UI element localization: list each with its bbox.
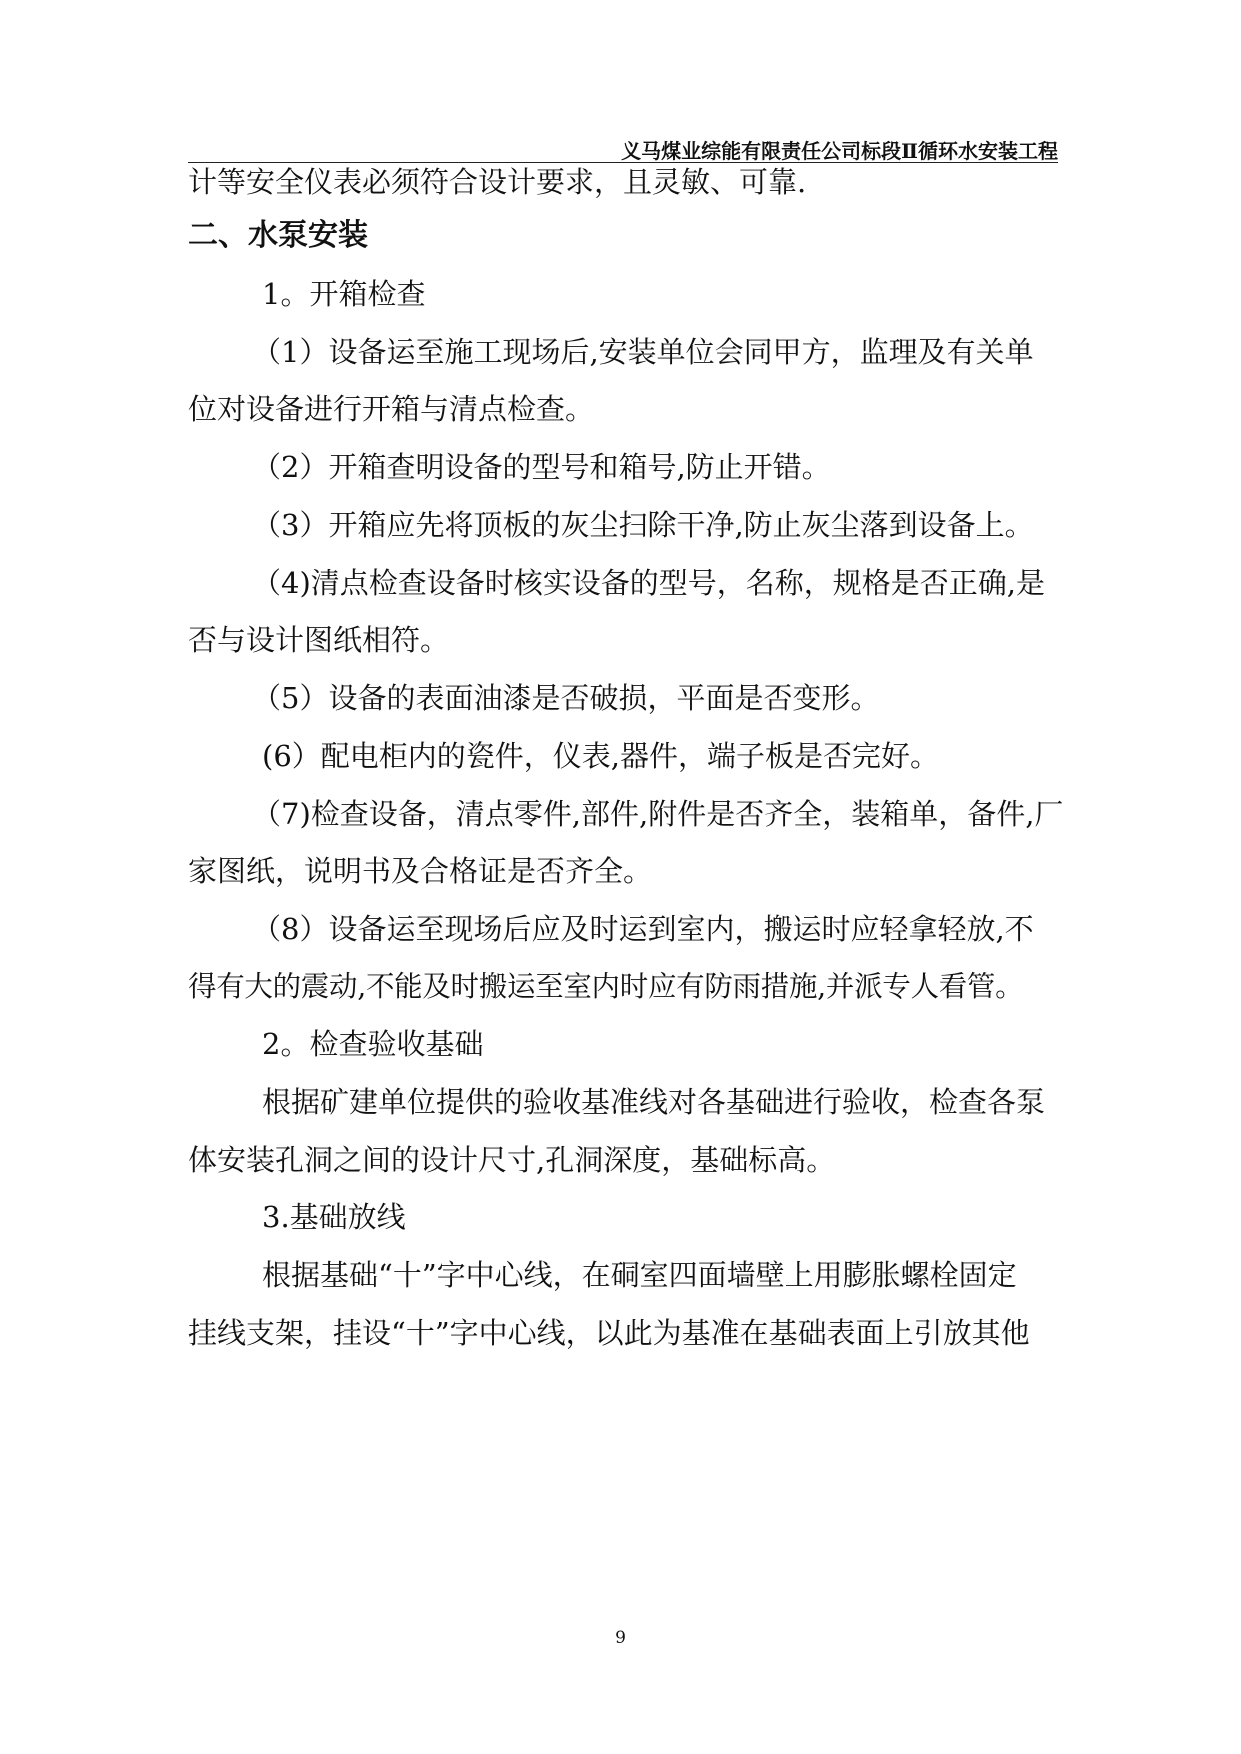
item1-title: 1。开箱检查 [262,277,426,311]
paragraph-9-line-2: 体安装孔洞之间的设计尺寸,孔洞深度，基础标高。 [188,1143,836,1177]
paragraph-7-line-2: 家图纸，说明书及合格证是否齐全。 [188,854,653,888]
paragraph-10-line-1: 根据基础“十”字中心线，在硐室四面墙壁上用膨胀螺栓固定 [262,1258,1017,1292]
page-number: 9 [615,1628,626,1648]
page-header [188,132,1058,163]
paragraph-5: （5）设备的表面油漆是否破损，平面是否变形。 [252,681,880,715]
paragraph-4-line-1: （4)清点检查设备时核实设备的型号，名称，规格是否正确,是 [252,566,1045,600]
paragraph-6: (6）配电柜内的瓷件，仪表,器件，端子板是否完好。 [262,739,939,773]
paragraph-1-line-2: 位对设备进行开箱与清点检查。 [188,392,595,426]
item2-title: 2。检查验收基础 [262,1027,484,1061]
paragraph-10-line-2: 挂线支架，挂设“十”字中心线，以此为基准在基础表面上引放其他 [188,1316,1030,1350]
paragraph-2: （2）开箱查明设备的型号和箱号,防止开错。 [252,450,831,484]
paragraph-1-line-1: （1）设备运至施工现场后,安装单位会同甲方，监理及有关单 [252,335,1034,369]
paragraph-7-line-1: （7)检查设备，清点零件,部件,附件是否齐全，装箱单，备件,厂 [252,797,1064,831]
item3-title: 3.基础放线 [262,1200,406,1234]
paragraph-8-line-1: （8）设备运至现场后应及时运到室内，搬运时应轻拿轻放,不 [252,912,1034,946]
paragraph-3: （3）开箱应先将顶板的灰尘扫除干净,防止灰尘落到设备上。 [252,508,1034,542]
section-heading: 二、水泵安装 [188,218,368,253]
paragraph-8-line-2: 得有大的震动,不能及时搬运至室内时应有防雨措施,并派专人看管。 [188,970,1024,1003]
intro-line: 计等安全仪表必须符合设计要求，且灵敏、可靠. [188,165,807,199]
paragraph-9-line-1: 根据矿建单位提供的验收基准线对各基础进行验收，检查各泵 [262,1085,1046,1119]
paragraph-4-line-2: 否与设计图纸相符。 [188,623,450,657]
header-title: 义马煤业综能有限责任公司标段Ⅱ循环水安装工程 [621,139,1058,163]
